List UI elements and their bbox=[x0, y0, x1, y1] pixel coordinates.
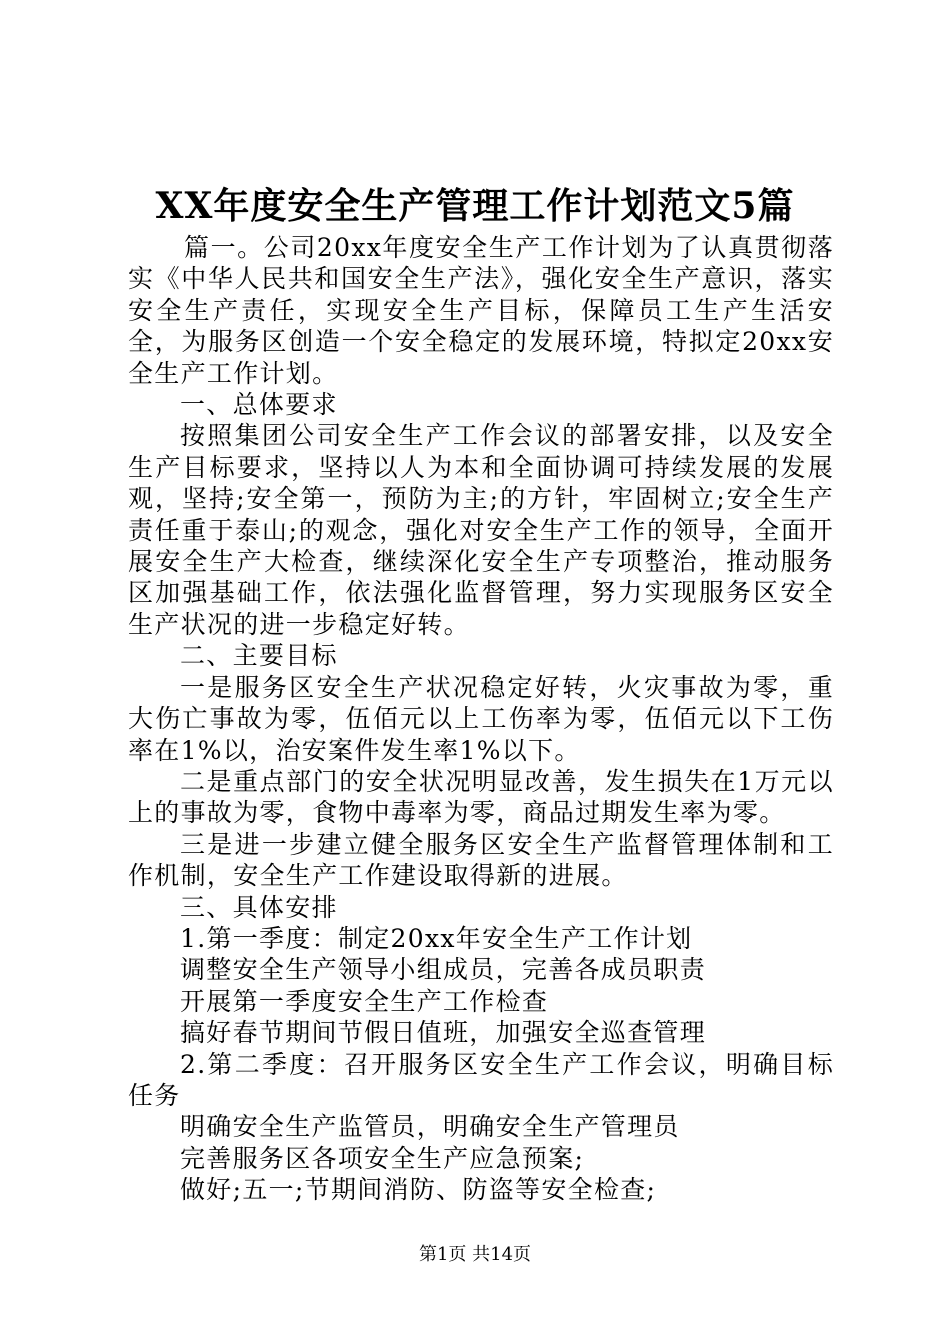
arrangement-line: 开展第一季度安全生产工作检查 bbox=[180, 986, 549, 1016]
goal-paragraph-1: 一是服务区安全生产状况稳定好转，火灾事故为零，重大伤亡事故为零，伍佰元以上工伤率为零，伍佰元以下工伤率在1%以，治安案件发生率1%以下。 bbox=[128, 672, 834, 765]
arrangement-line: 做好;五一;节期间消防、防盗等安全检查; bbox=[180, 1175, 657, 1205]
general-requirements-paragraph: 按照集团公司安全生产工作会议的部署安排，以及安全生产目标要求，坚持以人为本和全面协调可持续发展的发展观，坚持;安全第一，预防为主;的方针，牢固树立;安全生产责任重于泰山;的观念，强化对安全生产工作的领导，全面开展安全生产大检查，继续深化安全生产专项整治，推动服务区加强基础工作，依法强化监督管理，努力实现服务区安全生产状况的进一步稳定好转。 bbox=[128, 421, 834, 639]
arrangement-line: 1.第一季度：制定20xx年安全生产工作计划 bbox=[180, 923, 693, 953]
document-title: XX年度安全生产管理工作计划范文5篇 bbox=[155, 185, 795, 227]
goal-paragraph-2: 二是重点部门的安全状况明显改善，发生损失在1万元以上的事故为零，食物中毒率为零，商品过期发生率为零。 bbox=[128, 766, 834, 828]
section-heading-main-goals: 二、主要目标 bbox=[180, 641, 338, 671]
arrangement-line: 搞好春节期间节假日值班，加强安全巡查管理 bbox=[180, 1018, 707, 1048]
arrangement-line: 明确安全生产监管员，明确安全生产管理员 bbox=[180, 1112, 680, 1142]
intro-paragraph: 篇一。公司20xx年度安全生产工作计划为了认真贯彻落实《中华人民共和国安全生产法》，强化安全生产意识，落实安全生产责任，实现安全生产目标，保障员工生产生活安全，为服务区创造一个安全稳定的发展环境，特拟定20xx安全生产工作计划。 bbox=[128, 233, 834, 388]
page-footer: 第1页 共14页 bbox=[418, 1244, 532, 1265]
arrangement-line: 2.第二季度：召开服务区安全生产工作会议，明确目标任务 bbox=[128, 1049, 834, 1110]
section-heading-general-requirements: 一、总体要求 bbox=[180, 390, 338, 420]
section-heading-arrangements: 三、具体安排 bbox=[180, 892, 338, 922]
arrangement-line: 调整安全生产领导小组成员，完善各成员职责 bbox=[180, 955, 707, 985]
arrangement-line: 完善服务区各项安全生产应急预案; bbox=[180, 1143, 585, 1173]
goal-paragraph-3: 三是进一步建立健全服务区安全生产监督管理体制和工作机制，安全生产工作建设取得新的进展。 bbox=[128, 829, 834, 891]
document-body bbox=[128, 232, 834, 1206]
